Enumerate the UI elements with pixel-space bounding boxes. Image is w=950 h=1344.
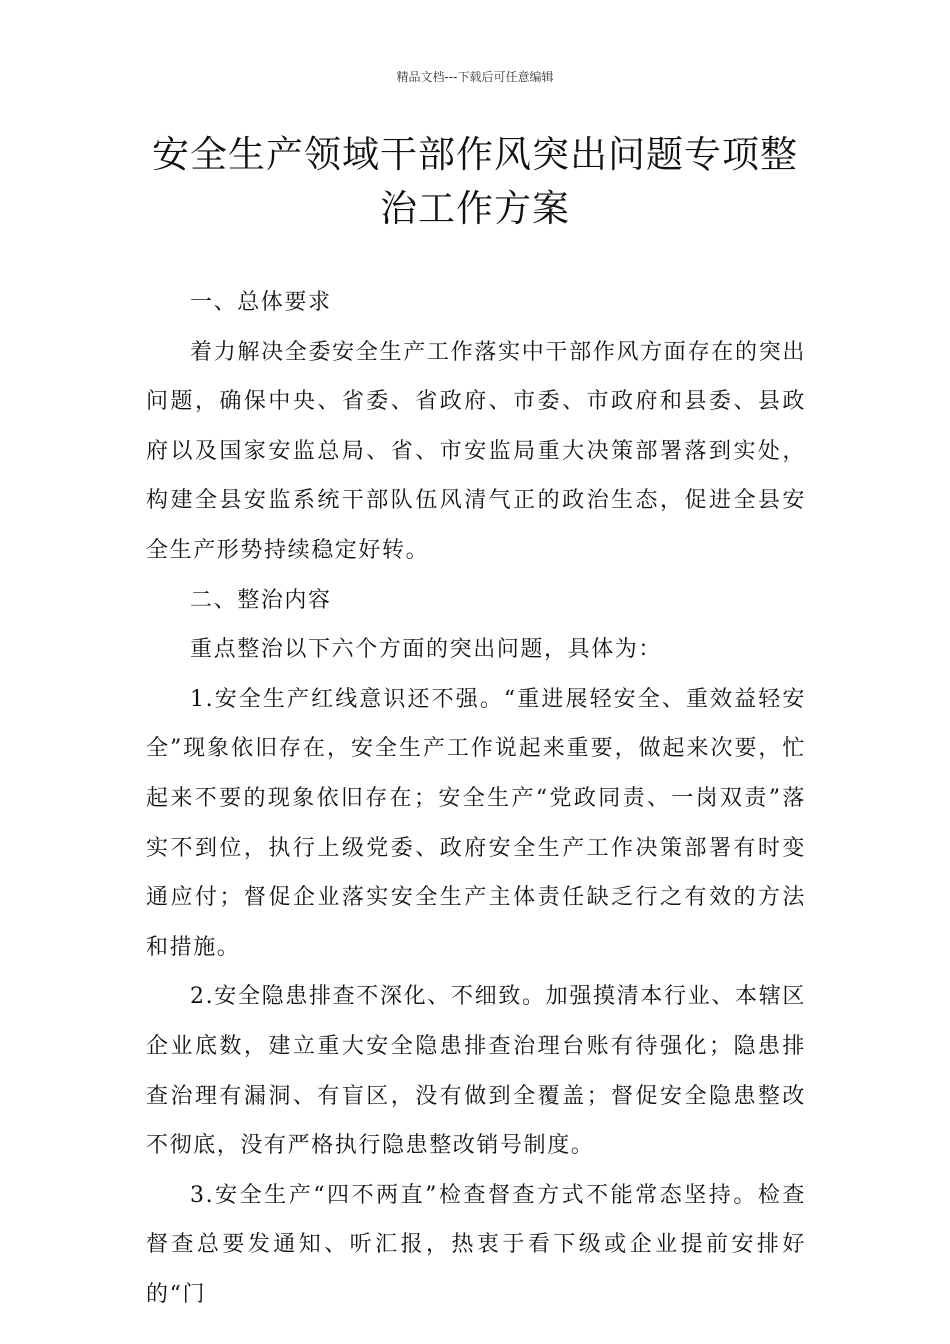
paragraph-item-3: 3.安全生产“四不两直”检查督查方式不能常态坚持。检查督查总要发通知、听汇报，热衷于看下级或企业提前安排好的“门	[146, 1182, 806, 1307]
paragraph-item-2: 2.安全隐患排查不深化、不细致。加强摸清本行业、本辖区企业底数，建立重大安全隐患排查治理台账有待强化；隐患排查治理有漏洞、有盲区，没有做到全覆盖；督促安全隐患整改不彻底，没有严格执行隐患整改销号制度。	[146, 984, 806, 1159]
section-heading-rectification-content: 二、整治内容	[190, 587, 332, 613]
header-note: 精品文档---下载后可任意编辑	[396, 70, 554, 84]
paragraph-item-1: 1.安全生产红线意识还不强。“重进展轻安全、重效益轻安全”现象依旧存在，安全生产工作说起来重要，做起来次要，忙起来不要的现象依旧存在；安全生产“党政同责、一岗双责”落实不到位，执行上级党委、政府安全生产工作决策部署有时变通应付；督促企业落实安全生产主体责任缺乏行之有效的方法和措施。	[146, 686, 806, 960]
document-body	[146, 278, 806, 1319]
paragraph-intro-six-problems: 重点整治以下六个方面的突出问题，具体为：	[190, 637, 663, 663]
document-title: 安全生产领域干部作风突出问题专项整治工作方案	[152, 133, 798, 230]
section-heading-general-requirements: 一、总体要求	[190, 290, 332, 315]
paragraph-general-requirements: 着力解决全委安全生产工作落实中干部作风方面存在的突出问题，确保中央、省委、省政府、市委、市政府和县委、县政府以及国家安监总局、省、市安监局重大决策部署落到实处，构建全县安监系统干部队伍风清气正的政治生态，促进全县安全生产形势持续稳定好转。	[146, 339, 806, 563]
